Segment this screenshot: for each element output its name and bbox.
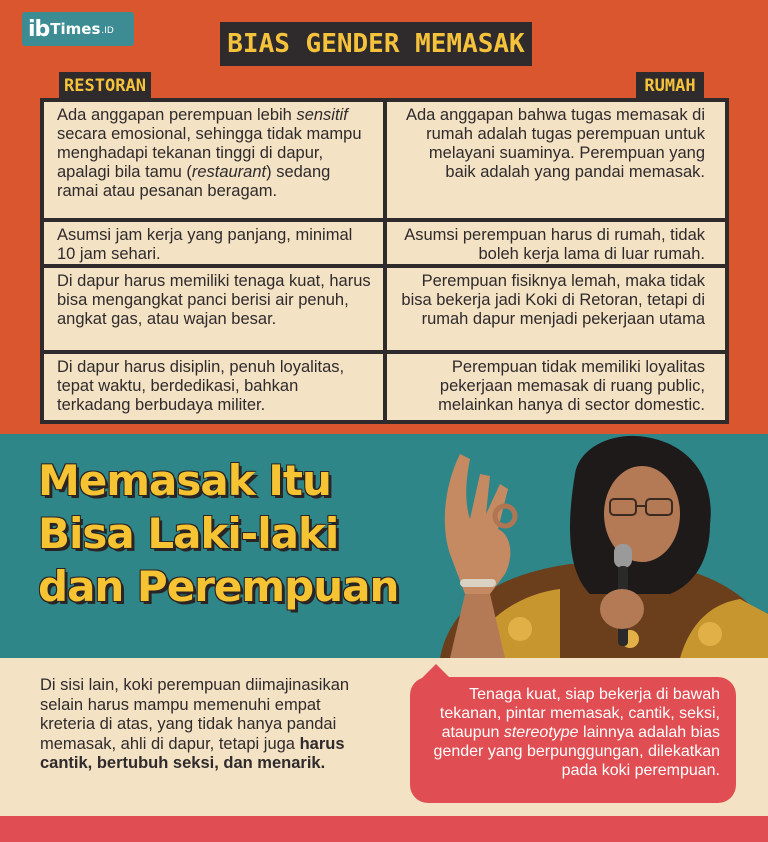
bottom-section <box>0 658 768 816</box>
footer-bar <box>0 816 768 842</box>
comparison-table <box>40 98 729 424</box>
cell-text-italic: sensitif <box>296 106 348 124</box>
table-cell-restoran: Asumsi jam kerja yang panjang, minimal 10 jam sehari. <box>44 222 383 264</box>
headline-line: Memasak Itu <box>38 456 331 505</box>
table-cell-rumah: Perempuan fisiknya lemah, maka tidak bisa bekerja jadi Koki di Retoran, tetapi di rumah dapur menjadi pekerjaan utama <box>387 268 725 350</box>
body-text: Di sisi lain, koki perempuan diimajinasikan selain harus mampu memenuhi empat kreteria di atas, yang tidak hanya pandai memasak, ahli di dapur, tetapi juga <box>40 676 350 753</box>
page-title: BIAS GENDER MEMASAK <box>220 22 532 66</box>
quote-text: Tenaga kuat, siap bekerja di bawah tekanan, pintar memasak, cantik, seksi, ataupun <box>439 686 720 741</box>
quote-text: lainnya adalah bias gender yang berpunggungan, dilekatkan pada koki perempuan. <box>433 724 720 779</box>
quote-text-italic: stereotype <box>503 724 579 741</box>
table-cell-restoran <box>44 102 383 218</box>
table-cell-rumah: Perempuan tidak memiliki loyalitas pekerjaan memasak di ruang public, melainkan hanya di sector domestic. <box>387 354 725 420</box>
cell-text-italic: restaurant <box>191 163 267 181</box>
speaker-photo <box>410 434 768 658</box>
brand-logo-name: Times <box>50 20 101 38</box>
headline-line: Bisa Laki-laki <box>38 509 339 558</box>
table-cell-rumah: Ada anggapan bahwa tugas memasak di rumah adalah tugas perempuan untuk melayani suaminya. Perempuan yang baik adalah yang pandai memasak. <box>387 102 725 218</box>
brand-logo-mark: ib <box>28 16 50 42</box>
body-paragraph <box>40 676 380 774</box>
headline-section <box>0 434 768 658</box>
column-label-rumah: RUMAH <box>636 72 704 100</box>
headline <box>38 454 418 613</box>
cell-text: ) sedang ramai atau pesanan beragam. <box>57 163 331 200</box>
brand-logo-tld: .ID <box>101 25 114 36</box>
table-cell-rumah: Asumsi perempuan harus di rumah, tidak boleh kerja lama di luar rumah. <box>387 222 725 264</box>
table-cell-restoran: Di dapur harus memiliki tenaga kuat, harus bisa mengangkat panci berisi air penuh, angkat gas, atau wajan besar. <box>44 268 383 350</box>
body-text-bold: harus cantik, bertubuh seksi, dan menarik. <box>40 734 345 772</box>
brand-logo[interactable] <box>22 12 134 46</box>
cell-text: secara emosional, sehingga tidak mampu menghadapi tekanan tinggi di dapur, apalagi bila tamu ( <box>57 125 362 181</box>
headline-line: dan Perempuan <box>38 562 399 611</box>
quote-bubble <box>410 677 736 803</box>
table-cell-restoran: Di dapur harus disiplin, penuh loyalitas, tepat waktu, berdedikasi, bahkan terkadang berbudaya militer. <box>44 354 383 420</box>
column-label-restoran: RESTORAN <box>59 72 151 100</box>
cell-text: Ada anggapan perempuan lebih <box>57 106 297 124</box>
